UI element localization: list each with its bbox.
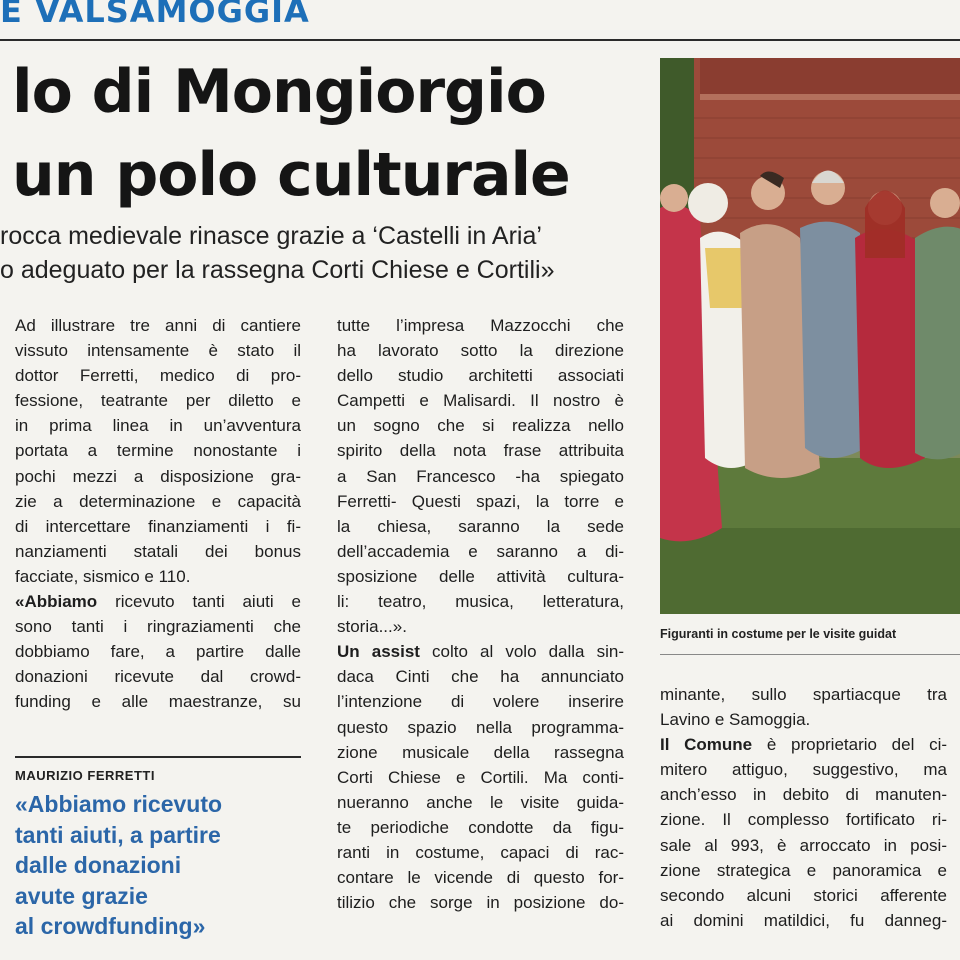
text-line: spirito della nota frase attribuita [337,441,624,461]
text-line: tilizio che sorge in posizione do- [337,893,624,913]
text-line: questo spazio nella programma- [337,717,624,737]
text-line: fessione, teatrante per diletto e [15,391,301,411]
text-line: daca Cinti che ha annunciato [337,667,624,687]
text-line: ha lavorato sotto la direzione [337,341,624,361]
text-line: ranti in costume, capaci di rac- [337,842,624,862]
quote-divider [15,756,301,758]
quote-line: al crowdfunding» [15,913,206,939]
text-line: Corti Chiese e Cortili. Ma conti- [337,767,624,787]
article-column-3 [660,682,947,933]
text-line: Lavino e Samoggia. [660,710,811,730]
quote-line: tanti aiuti, a partire [15,821,221,848]
text-line: in prima linea in un’avventura [15,416,301,436]
paragraph-start [660,732,947,757]
text-line: contare le vicende di questo for- [337,868,624,888]
text-line: sono tanti i ringraziamenti che [15,617,301,637]
paragraph-start [337,639,624,664]
quote-author: MAURIZIO FERRETTI [15,768,155,783]
text-line: dobbiamo fare, a partire dalle [15,642,301,662]
caption-divider [660,654,960,655]
article-column-1 [15,313,301,715]
text-line: la chiesa, saranno la sede [337,516,624,536]
costumed-figures-photo [660,58,960,614]
text-line: dottor Ferretti, medico di pro- [15,366,301,386]
text-line: nanziamenti statali dei bonus [15,541,301,561]
photo-caption: Figuranti in costume per le visite guidat [660,627,897,641]
text-line: Campetti e Malisardi. Il nostro è [337,391,624,411]
text-fragment: colto al volo dalla sin- [419,642,624,662]
text-line: Ferretti- Questi spazi, la torre e [337,491,624,511]
headline-line-2: un polo culturale [12,140,570,210]
text-line: sposizione delle attività cultura- [337,566,624,586]
text-line: nueranno anche le visite guida- [337,792,624,812]
quote-text [15,789,301,942]
paragraph-lead: Il Comune [660,735,753,755]
quote-line: «Abbiamo ricevuto [15,791,223,817]
text-line: portata a termine nonostante i [15,441,301,461]
text-line: zione musicale della rassegna [337,742,624,762]
text-line: facciate, sismico e 110. [15,566,191,586]
paragraph-lead: «Abbiamo [15,592,98,612]
header-divider [0,39,960,41]
text-line: mitero attiguo, suggestivo, ma [660,760,947,780]
headline-line-1: lo di Mongiorgio [12,57,546,127]
text-line: tutte l’impresa Mazzocchi che [337,316,624,335]
paragraph-lead: Un assist [337,642,420,662]
text-line: zione strategica e panoramica e [660,860,947,880]
quote-line: dalle donazioni [15,852,182,878]
text-line: a San Francesco -ha spiegato [337,466,624,486]
text-line: Ad illustrare tre anni di cantiere [15,316,301,335]
text-line: zione. Il complesso fortificato ri- [660,810,947,830]
text-line: vissuto intensamente è stato il [15,341,301,361]
quote-line: avute grazie [15,882,148,909]
text-line: di intercettare finanziamenti i fi- [15,516,301,536]
article-column-2 [337,313,624,915]
section-header: E VALSAMOGGIA [0,0,310,30]
text-fragment: ricevuto tanti aiuti e [97,592,301,612]
text-line: l’intenzione di volere inserire [337,692,624,712]
text-line: dell’accademia e saranno a di- [337,541,624,561]
text-line: dello studio architetti associati [337,366,624,386]
paragraph-start [15,589,301,614]
text-line: funding e alle maestranze, su [15,692,301,712]
text-line: minante, sullo spartiacque tra [660,685,947,704]
text-line: pochi mezzi a disposizione gra- [15,466,301,486]
text-line: zie a determinazione e capacità [15,491,301,511]
subheadline-line-2: o adeguato per la rassegna Corti Chiese e Cortili» [0,256,555,284]
text-line: li: teatro, musica, letteratura, [337,592,624,612]
text-line: te periodiche condotte da figu- [337,817,624,837]
text-line: secondo alcuni storici afferente [660,885,947,905]
text-line: donazioni ricevute dal crowd- [15,667,301,687]
text-line: ai domini matildici, fu danneg- [660,910,947,930]
text-line: anch’esso in debito di manuten- [660,785,947,805]
pull-quote [15,756,301,942]
subheadline-line-1: rocca medievale rinasce grazie a ‘Castelli in Aria’ [0,222,542,250]
text-fragment: è proprietario del ci- [752,735,948,755]
text-line: storia...». [337,617,407,637]
text-line: un sogno che si realizza nello [337,416,624,436]
article-photo [660,58,960,614]
text-line: sale al 993, è arroccato in posi- [660,835,947,855]
